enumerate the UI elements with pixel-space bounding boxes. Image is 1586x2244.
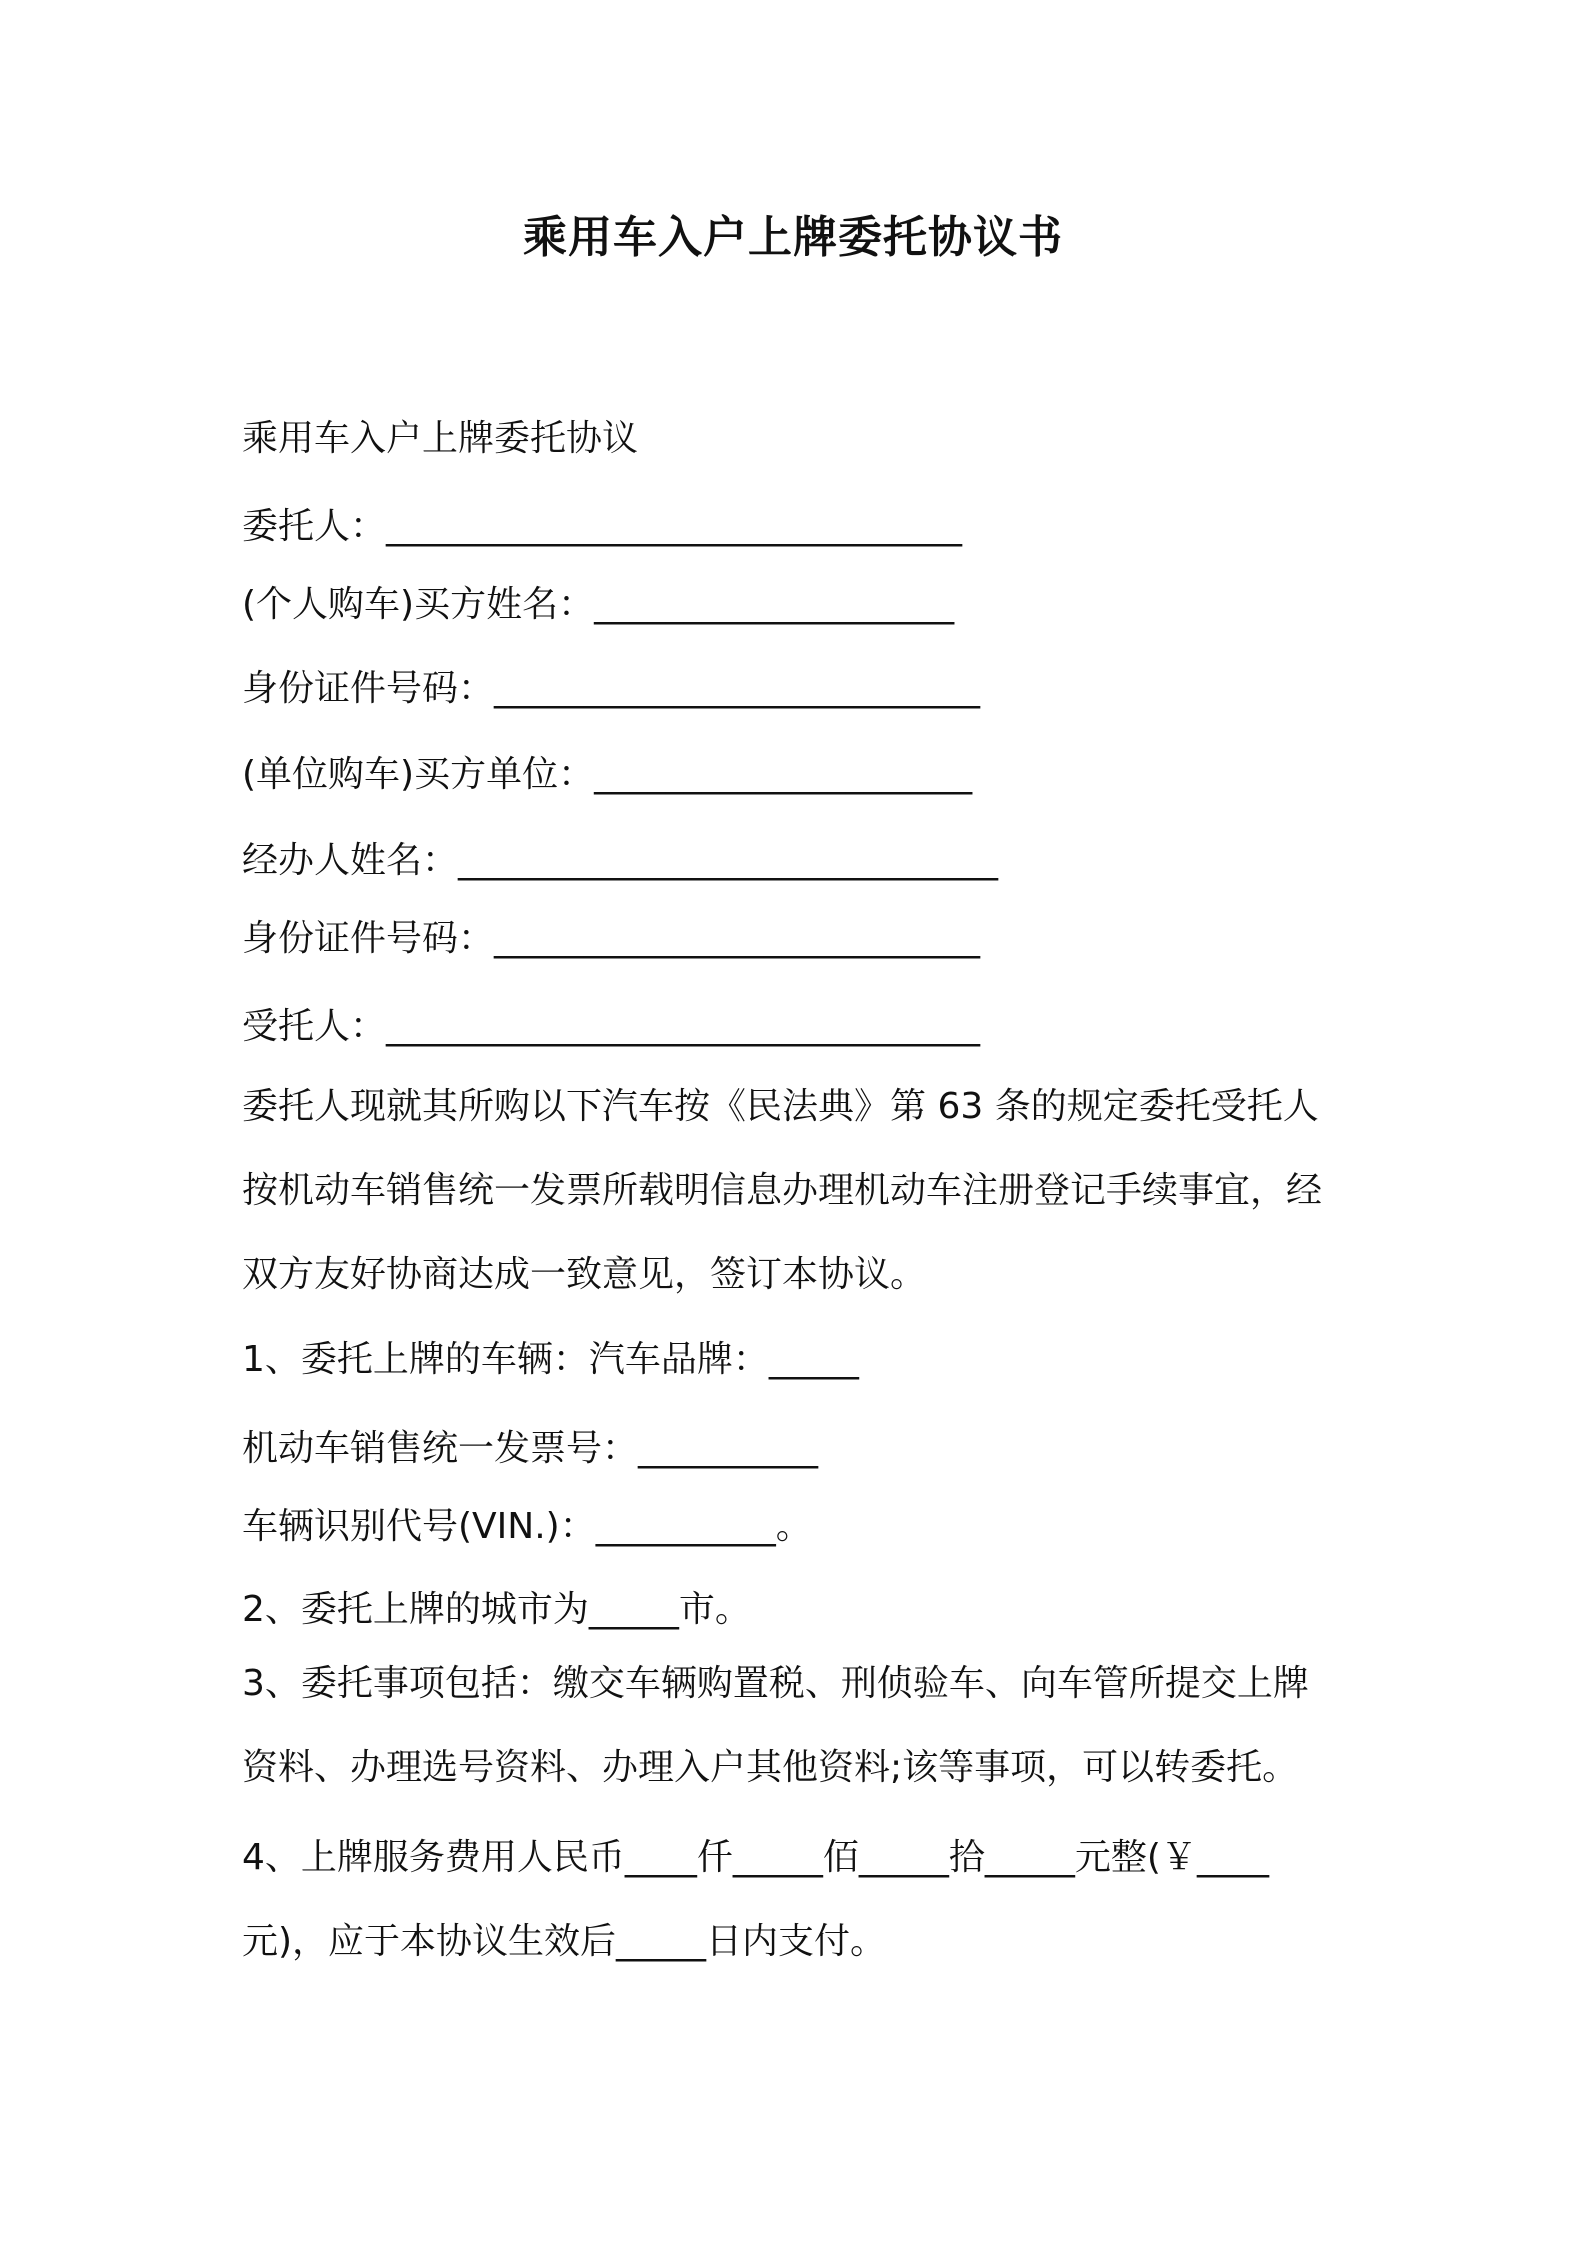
clause-1: 1、委托上牌的车辆：汽车品牌：_____ bbox=[242, 1339, 859, 1380]
clause-2: 2、委托上牌的城市为_____市。 bbox=[242, 1589, 751, 1630]
field-principal: 委托人：________________________________ bbox=[242, 506, 963, 547]
clause-3-line: 3、委托事项包括：缴交车辆购置税、刑侦验车、向车管所提交上牌 bbox=[242, 1663, 1309, 1704]
field-buyer-unit: (单位购车)买方单位：_____________________ bbox=[242, 754, 973, 795]
field-agent-name: 经办人姓名：______________________________ bbox=[242, 840, 999, 881]
field-id-number: 身份证件号码：___________________________ bbox=[242, 668, 981, 709]
intro-line: 委托人现就其所购以下汽车按《民法典》第 63 条的规定委托受托人 bbox=[242, 1086, 1319, 1127]
intro-line: 双方友好协商达成一致意见，签订本协议。 bbox=[242, 1254, 927, 1295]
field-buyer-name: (个人购车)买方姓名：____________________ bbox=[242, 584, 955, 625]
document-title: 乘用车入户上牌委托协议书 bbox=[523, 212, 1063, 263]
intro-paragraph bbox=[242, 1065, 1352, 1317]
clause-4-line: 4、上牌服务费用人民币____仟_____佰_____拾_____元整(￥____ bbox=[242, 1837, 1269, 1878]
field-agent-id-number: 身份证件号码：___________________________ bbox=[242, 918, 981, 959]
clause-3-line: 资料、办理选号资料、办理入户其他资料;该等事项，可以转委托。 bbox=[242, 1747, 1299, 1788]
clause-3 bbox=[242, 1642, 1352, 1810]
intro-line: 按机动车销售统一发票所载明信息办理机动车注册登记手续事宜，经 bbox=[242, 1170, 1323, 1211]
field-trustee: 受托人：_________________________________ bbox=[242, 1006, 981, 1047]
clause-4-line: 元)，应于本协议生效后_____日内支付。 bbox=[242, 1921, 887, 1962]
vin-field: 车辆识别代号(VIN.)：__________。 bbox=[242, 1506, 812, 1547]
document-subtitle: 乘用车入户上牌委托协议 bbox=[242, 418, 639, 459]
clause-4 bbox=[242, 1816, 1352, 1984]
invoice-number-field: 机动车销售统一发票号：__________ bbox=[242, 1428, 819, 1469]
